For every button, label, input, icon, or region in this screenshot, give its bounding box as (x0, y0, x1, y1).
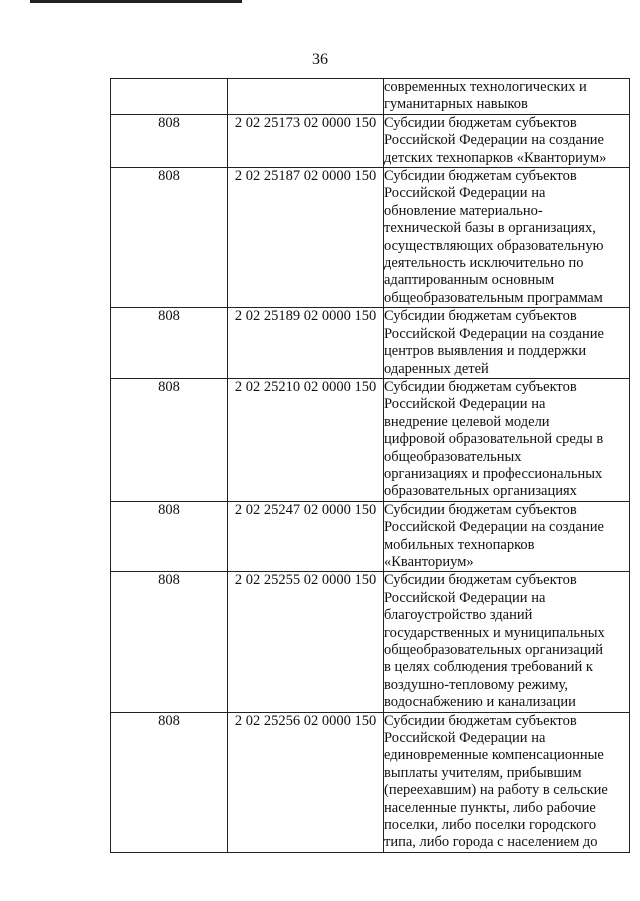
income-name-cell (384, 572, 630, 712)
table-row (111, 501, 630, 572)
top-rule (30, 0, 242, 3)
income-name-line: водоснабжению и канализации (384, 694, 576, 711)
income-name-line: Российской Федерации на создание (384, 519, 604, 536)
income-name-line: организациях и профессиональных (384, 465, 603, 482)
income-name-line: поселки, либо поселки городского (384, 817, 597, 834)
income-name-line: Субсидии бюджетам субъектов (384, 712, 577, 729)
table-row (111, 168, 630, 308)
income-name-line: воздушно-тепловому режиму, (384, 676, 568, 693)
income-name-line: общеобразовательных организаций (384, 642, 603, 658)
budget-code-cell (228, 79, 384, 115)
income-name-line: осуществляющих образовательную (384, 237, 604, 254)
admin-code-cell (111, 79, 228, 115)
income-name-line: внедрение целевой модели (384, 413, 550, 430)
income-name-line: мобильных технопарков (384, 536, 535, 553)
income-name-line: (переехавшим) на работу в сельские (384, 782, 608, 799)
income-name-line: деятельность исключительно по (384, 255, 584, 272)
income-name-line: общеобразовательным программам (384, 289, 603, 306)
table-row (111, 79, 630, 115)
income-name-line: цифровой образовательной среды в (384, 431, 604, 448)
income-name-line: в целях соблюдения требований к (384, 659, 593, 676)
income-name-cell (384, 168, 630, 308)
income-name-line: образовательных организациях (384, 483, 577, 500)
income-name-cell (384, 501, 630, 572)
table-row (111, 712, 630, 852)
income-name-line: обновление материально- (384, 202, 543, 219)
income-name-line: выплаты учителям, прибывшим (384, 764, 582, 781)
table-row (111, 114, 630, 167)
income-name-line: центров выявления и поддержки (384, 343, 587, 360)
table-row (111, 308, 630, 379)
admin-code-cell: 808 (111, 712, 228, 852)
budget-table (110, 78, 630, 853)
income-name-line: Российской Федерации на (384, 185, 546, 202)
income-name-line: благоустройство зданий (384, 607, 533, 624)
page-number: 36 (312, 51, 328, 68)
income-name-line: одаренных детей (384, 360, 489, 377)
admin-code-cell: 808 (111, 308, 228, 379)
budget-code-cell: 2 02 25255 02 0000 150 (228, 572, 384, 712)
budget-code-cell: 2 02 25187 02 0000 150 (228, 168, 384, 308)
income-name-line: Субсидии бюджетам субъектов (384, 572, 577, 589)
income-name-line: технической базы в организациях, (384, 220, 596, 237)
income-name-cell (384, 114, 630, 167)
income-name-cell (384, 79, 630, 115)
income-name-line: детских технопарков «Кванториум» (384, 149, 607, 166)
table-row (111, 572, 630, 712)
income-name-line: «Кванториум» (384, 553, 474, 570)
income-name-cell (384, 378, 630, 501)
income-name-cell (384, 712, 630, 852)
budget-code-cell: 2 02 25173 02 0000 150 (228, 114, 384, 167)
budget-code-cell: 2 02 25189 02 0000 150 (228, 308, 384, 379)
budget-code-cell: 2 02 25210 02 0000 150 (228, 378, 384, 501)
income-name-line: населенные пункты, либо рабочие (384, 799, 596, 816)
income-name-line: современных технологических и (384, 79, 587, 95)
income-name-line: Российской Федерации на (384, 730, 546, 747)
income-name-line: гуманитарных навыков (384, 96, 528, 113)
income-name-line: единовременные компенсационные (384, 747, 604, 764)
admin-code-cell: 808 (111, 114, 228, 167)
income-name-line: Российской Федерации на создание (384, 132, 604, 149)
income-name-line: типа, либо города с населением до (384, 834, 598, 851)
income-name-line: Субсидии бюджетам субъектов (384, 114, 577, 131)
income-name-line: общеобразовательных (384, 448, 522, 465)
income-name-line: Субсидии бюджетам субъектов (384, 378, 577, 395)
admin-code-cell: 808 (111, 378, 228, 501)
income-name-cell (384, 308, 630, 379)
income-name-line: Российской Федерации на (384, 396, 546, 413)
income-name-line: Субсидии бюджетам субъектов (384, 308, 577, 325)
income-name-line: Российской Федерации на (384, 589, 546, 606)
income-name-line: адаптированным основным (384, 272, 555, 289)
budget-code-cell: 2 02 25247 02 0000 150 (228, 501, 384, 572)
table-body (111, 79, 630, 853)
admin-code-cell: 808 (111, 572, 228, 712)
admin-code-cell: 808 (111, 501, 228, 572)
income-name-line: Российской Федерации на создание (384, 325, 604, 342)
budget-code-cell: 2 02 25256 02 0000 150 (228, 712, 384, 852)
table-row (111, 378, 630, 501)
income-name-line: государственных и муниципальных (384, 624, 605, 641)
income-name-line: Субсидии бюджетам субъектов (384, 168, 577, 185)
admin-code-cell: 808 (111, 168, 228, 308)
income-name-line: Субсидии бюджетам субъектов (384, 501, 577, 518)
